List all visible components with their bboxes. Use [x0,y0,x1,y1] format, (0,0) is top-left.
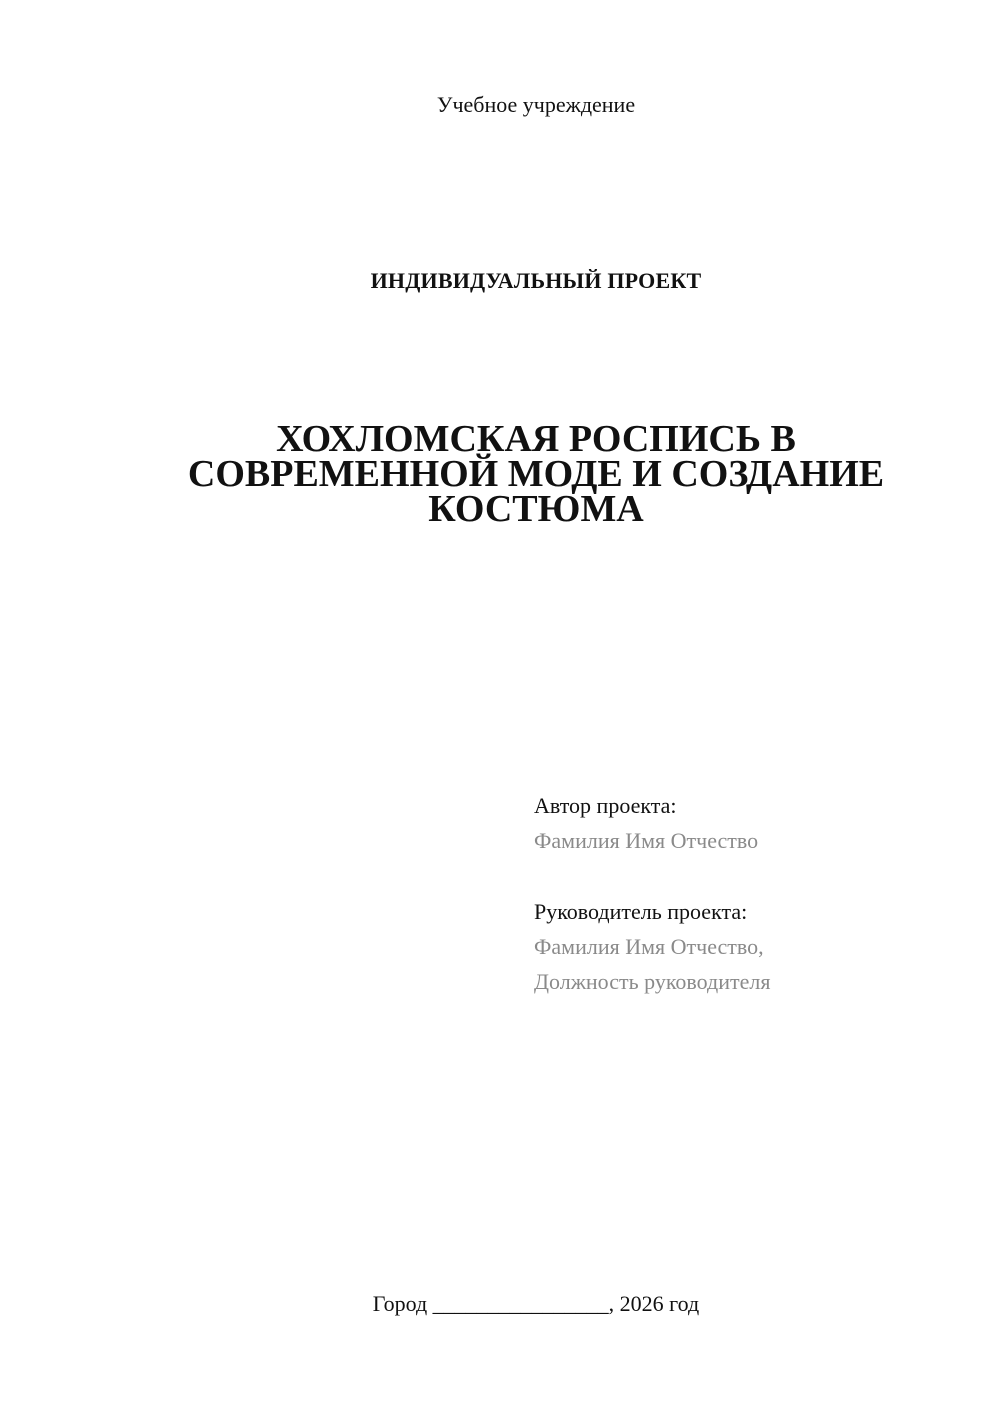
supervisor-position-placeholder: Должность руководителя [534,969,771,994]
supervisor-label: Руководитель проекта: [534,899,748,924]
city-year-line [0,1290,1000,1318]
institution-name: Учебное учреждение [436,92,636,117]
project-type-heading: ИНДИВИДУАЛЬНЫЙ ПРОЕКТ [370,268,702,293]
project-info-block [534,788,974,999]
author-label: Автор проекта: [534,793,677,818]
city-blank: ________________ [432,1291,609,1316]
city-label: Город [372,1291,428,1316]
project-title-line-2: СОВРЕМЕННОЙ МОДЕ И СОЗДАНИЕ [187,453,885,495]
project-title [140,418,932,530]
author-name-placeholder: Фамилия Имя Отчество [534,828,759,853]
project-title-line-1: ХОХЛОМСКАЯ РОСПИСЬ В [276,418,796,460]
supervisor-name-placeholder: Фамилия Имя Отчество, [534,934,764,959]
year-text: , 2026 год [608,1291,700,1316]
project-title-line-3: КОСТЮМА [428,488,644,530]
info-spacer [534,858,974,894]
